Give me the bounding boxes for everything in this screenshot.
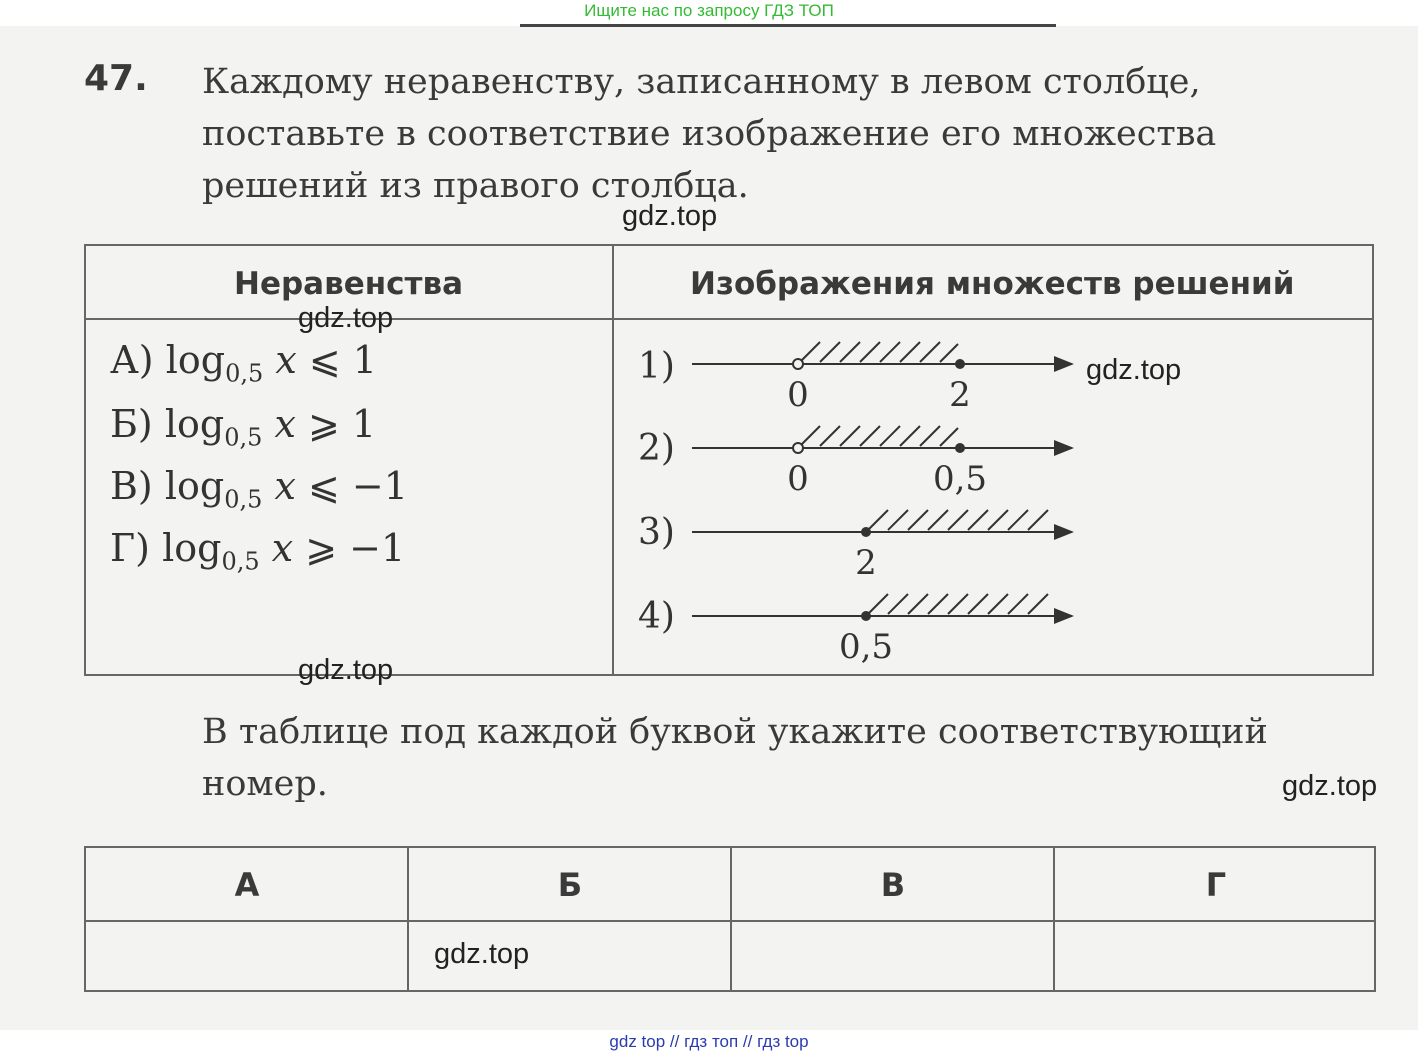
log-base: 0,5 [225,359,264,388]
hatching [868,510,1048,530]
answer-header-v: В [880,866,906,904]
instruction-text: В таблице под каждой буквой укажите соответствующий номер. [202,712,1268,804]
closed-point [955,359,965,369]
hatching [800,342,958,362]
solutions-header: Изображения множеств решений [690,266,1295,302]
watermark: gdz.top [622,200,718,232]
inequality-label: А) [110,338,154,382]
number-line-label: 1) [638,346,675,387]
number-line-4 [638,594,1072,667]
top-banner: Ищите нас по запросу ГДЗ ТОП [584,1,834,20]
closed-point [955,443,965,453]
divider [520,24,1056,27]
hatching [868,594,1048,614]
inequality-rest: ⩽ 1 [308,338,377,382]
inequalities-header: Неравенства [234,266,464,302]
bottom-banner: gdz top // гдз топ // гдз top [609,1032,809,1051]
watermark: gdz.top [298,302,394,334]
closed-point [861,611,871,621]
inequality-rest: ⩾ −1 [305,526,406,570]
log-text: log [165,338,226,382]
point-label: 0,5 [932,459,988,499]
number-line-label: 4) [638,596,675,637]
inequality-rest: ⩾ 1 [308,402,377,446]
point-label: 0 [787,375,809,415]
answer-cell-g[interactable] [1055,924,1375,988]
point-label: 2 [855,543,877,583]
number-line-3 [638,510,1072,583]
number-line-2 [638,426,1072,499]
variable: x [275,338,297,382]
answer-header-g: Г [1205,866,1227,904]
log-base: 0,5 [221,547,260,576]
row-divider [86,920,1374,922]
answer-header-a: А [234,866,260,904]
hatching [800,426,958,446]
inequality-label: Г) [110,526,150,570]
number-line-label: 2) [638,428,675,469]
point-label: 0,5 [838,627,894,667]
task-number: 47. [84,58,148,99]
point-label: 2 [949,375,971,415]
answer-cell-a[interactable] [86,924,406,988]
log-text: log [164,402,225,446]
task-text: Каждому неравенству, записанному в левом столбце, поставьте в соответствие изображение его множества решений из правого столбца. [202,62,1217,206]
answer-table [84,846,1376,992]
number-line-label: 3) [638,512,675,553]
watermark: gdz.top [434,938,530,970]
answer-cell-v[interactable] [732,924,1052,988]
matching-table [84,244,1374,676]
variable: x [274,402,296,446]
number-lines [86,246,1372,674]
answer-header-b: Б [557,866,583,904]
log-text: log [162,526,222,570]
watermark: gdz.top [298,654,394,686]
inequality-rest: ⩽ −1 [308,464,408,508]
log-base: 0,5 [224,423,263,452]
variable: x [271,526,294,570]
watermark: gdz.top [1086,354,1182,386]
log-text: log [164,464,225,508]
inequality-label: В) [110,464,153,508]
log-base: 0,5 [224,485,263,514]
point-label: 0 [787,459,809,499]
open-point [793,359,803,369]
variable: x [274,464,296,508]
number-line-1 [638,342,1072,415]
watermark: gdz.top [1282,770,1378,802]
closed-point [861,527,871,537]
inequality-label: Б) [110,402,153,446]
open-point [793,443,803,453]
